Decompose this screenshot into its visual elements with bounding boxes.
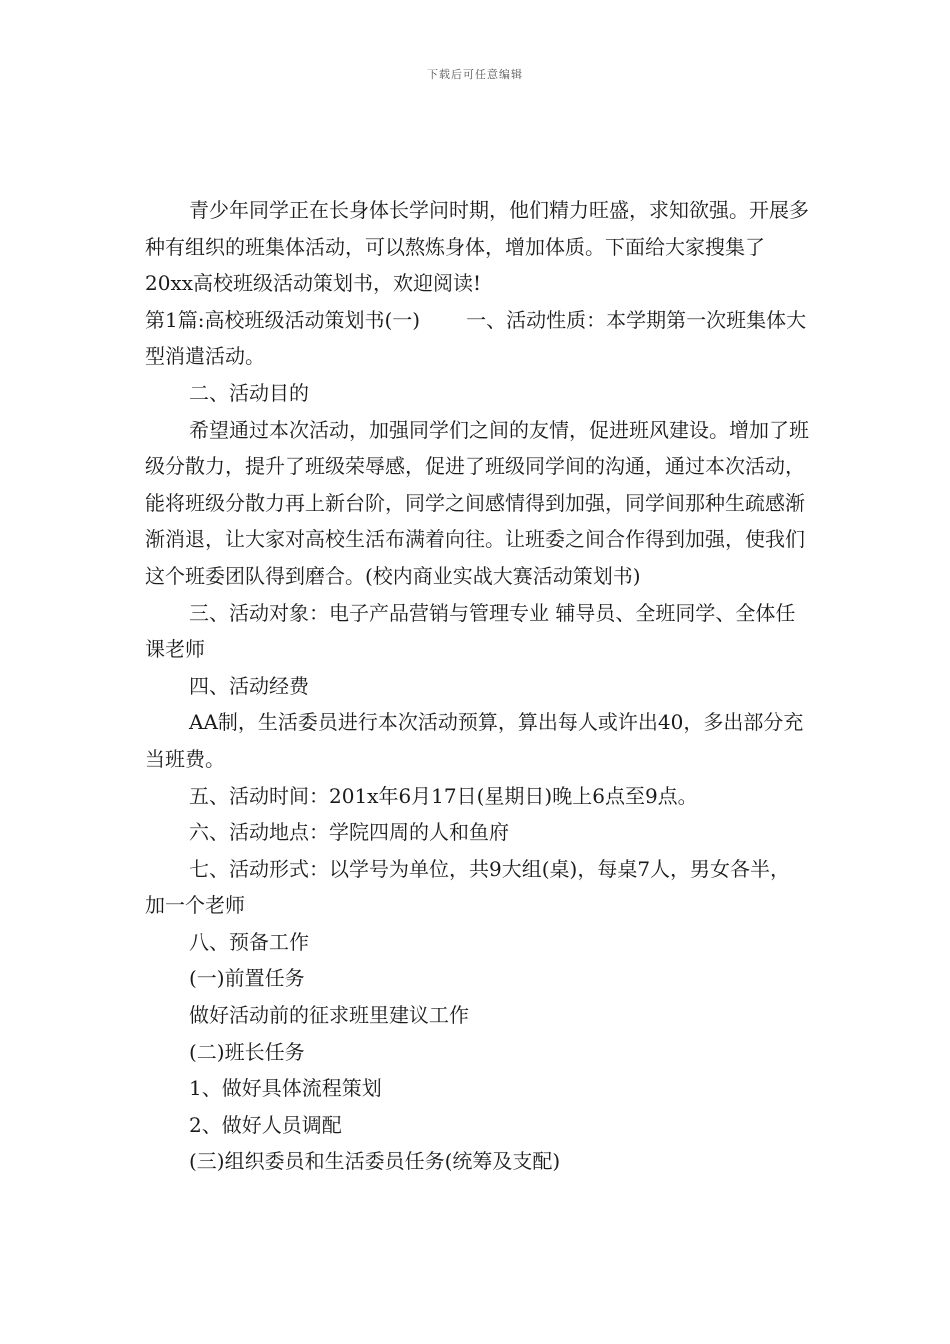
section-location: 六、活动地点：学院四周的人和鱼府: [189, 820, 509, 845]
document-body: [145, 192, 810, 1180]
subsection-pre-tasks-body: 做好活动前的征求班里建议工作: [189, 1003, 469, 1028]
section-activity-nature: 一、活动性质：本学期第一次班集体大型消遣活动。: [145, 307, 807, 369]
subsection-monitor-item: 1、做好具体流程策划: [189, 1076, 382, 1101]
section-budget-body: AA制，生活委员进行本次活动预算，算出每人或许出40，多出部分充当班费。: [145, 710, 804, 771]
subsection-pre-tasks-heading: (一)前置任务: [189, 966, 305, 991]
section-participants: 三、活动对象：电子产品营销与管理专业 辅导员、全班同学、全体任课老师: [145, 600, 796, 662]
section-format: 七、活动形式：以学号为单位，共9大组(桌)，每桌7人，男女各半，加一个老师: [145, 856, 791, 918]
section-purpose-body: 希望通过本次活动，加强同学们之间的友情，促进班风建设。增加了班级分散力，提升了班级荣辱感，促进了班级同学间的沟通，通过本次活动，能将班级分散力再上新台阶，同学之间感情得到加强，同学间那种生疏感渐渐消退，让大家对高校生活布满着向往。让班委之间合作得到加强，使我们这个班委团队得到磨合。(校内商业实战大赛活动策划书): [145, 417, 809, 588]
chapter-line: [145, 302, 810, 375]
section-time: 五、活动时间：201x年6月17日(星期日)晚上6点至9点。: [189, 783, 698, 808]
intro-paragraph: 青少年同学正在长身体长学问时期，他们精力旺盛，求知欲强。开展多种有组织的班集体活动，可以熬炼身体，增加体质。下面给大家搜集了20xx高校班级活动策划书，欢迎阅读!: [145, 198, 809, 296]
chapter-title: 第1篇:高校班级活动策划书(一): [145, 307, 421, 332]
subsection-committee-heading: (三)组织委员和生活委员任务(统筹及支配): [189, 1149, 561, 1174]
subsection-monitor-item: 2、做好人员调配: [189, 1112, 342, 1137]
section-purpose-heading: 二、活动目的: [189, 380, 309, 405]
subsection-monitor-heading: (二)班长任务: [189, 1039, 305, 1064]
page-header: 下载后可任意编辑: [427, 68, 523, 81]
section-preparation-heading: 八、预备工作: [189, 929, 309, 954]
section-budget-heading: 四、活动经费: [189, 673, 309, 698]
